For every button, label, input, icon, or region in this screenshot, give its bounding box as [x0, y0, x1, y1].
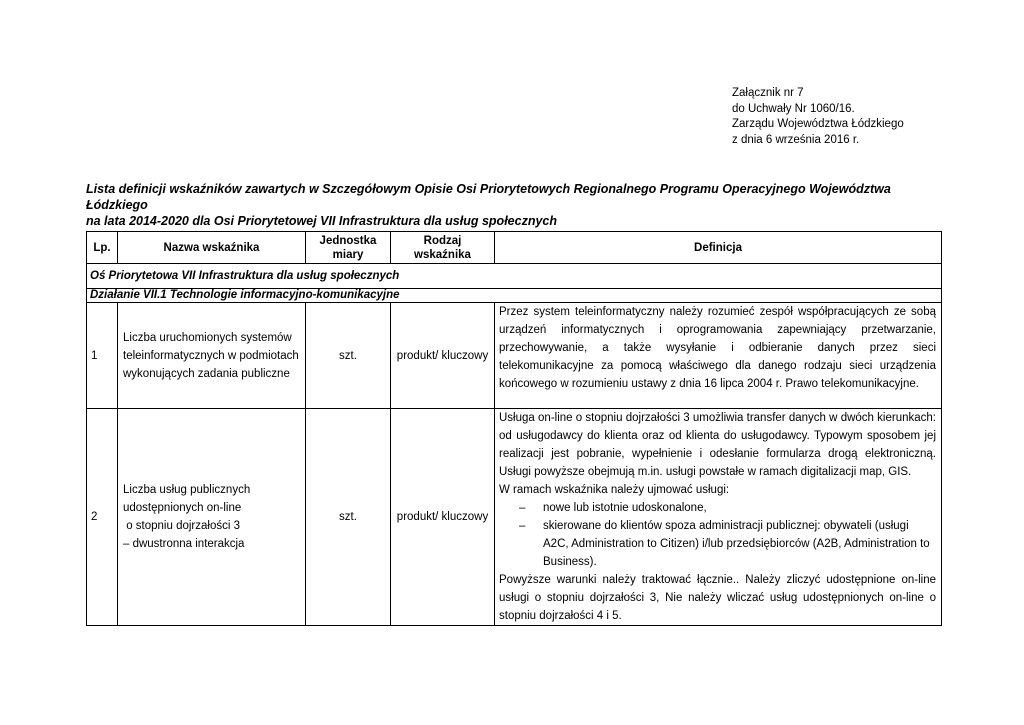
indicators-table	[86, 231, 942, 626]
document-title-line-2: na lata 2014-2020 dla Osi Priorytetowej VII Infrastruktura dla usług społecznych	[86, 214, 557, 228]
header-definition: Definicja	[495, 232, 942, 264]
document-title	[86, 181, 946, 229]
row-indicator-name-line: o stopniu dojrzałości 3	[123, 520, 240, 532]
row-indicator-name-line: udostępnionych on-line	[123, 502, 242, 514]
table-row	[87, 303, 942, 409]
annex-board: Zarządu Województwa Łódzkiego	[732, 118, 904, 130]
definition-list	[499, 499, 936, 571]
row-indicator-name: Liczba uruchomionych systemów teleinformatycznych w podmiotach wykonujących zadania publiczne	[118, 303, 306, 409]
row-indicator-name-line: Liczba usług publicznych	[123, 484, 251, 496]
axis-row	[87, 264, 942, 289]
annex-reference	[732, 86, 904, 148]
definition-intro: Usługa on-line o stopniu dojrzałości 3 umożliwia transfer danych w dwóch kierunkach: od usługodawcy do klienta oraz od klienta do usługodawcy. Typowym sposobem jej realizacji jest pobranie, wypełnienie i odesłanie formularza drogą elektroniczną. Usługi powyższe obejmują m.in. usługi powstałe w ramach digitalizacji map, GIS.	[499, 412, 936, 478]
row-lp: 1	[87, 303, 118, 409]
table-row	[87, 409, 942, 626]
row-indicator-name	[118, 409, 306, 626]
annex-resolution: do Uchwały Nr 1060/16.	[732, 102, 855, 115]
header-lp: Lp.	[87, 232, 118, 264]
action-label: Działanie VII.1 Technologie informacyjno-komunikacyjne	[87, 289, 942, 303]
row-lp: 2	[87, 409, 118, 626]
header-name: Nazwa wskaźnika	[118, 232, 306, 264]
row-type: produkt/ kluczowy	[391, 303, 495, 409]
document-title-line-1: Lista definicji wskaźników zawartych w Szczegółowym Opisie Osi Priorytetowych Regionalnego Programu Operacyjnego Województwa Łódzkiego	[86, 182, 891, 212]
axis-label: Oś Priorytetowa VII Infrastruktura dla usług społecznych	[87, 264, 942, 289]
header-type: Rodzaj wskaźnika	[391, 232, 495, 264]
definition-outro: Powyższe warunki należy traktować łącznie.. Należy zliczyć udostępnione on-line usługi o stopniu dojrzałości 3, Nie należy wliczać usług udostępnionych on-line o stopniu dojrzałości 4 i 5.	[499, 574, 936, 622]
definition-list-item: – skierowane do klientów spoza administracji publicznej: obywateli (usługi A2C, Administration to Citizen) i/lub przedsiębiorców (A2B, Administration to Business).	[499, 517, 936, 571]
definition-list-item: – nowe lub istotnie udoskonalone,	[499, 499, 936, 517]
action-row	[87, 289, 942, 303]
row-type: produkt/ kluczowy	[391, 409, 495, 626]
row-definition: Przez system teleinformatyczny należy rozumieć zespół współpracujących ze sobą urządzeń informatycznych i oprogramowania zapewniający przetwarzanie, przechowywanie, a także wysyłanie i odbieranie danych przez sieci telekomunikacyjne za pomocą właściwego dla danego rodzaju sieci urządzenia końcowego w rozumieniu ustawy z dnia 16 lipca 2004 r. Prawo telekomunikacyjne.	[495, 303, 942, 409]
row-indicator-name-line: – dwustronna interakcja	[123, 538, 245, 550]
annex-date: z dnia 6 września 2016 r.	[732, 133, 860, 146]
row-unit: szt.	[306, 303, 391, 409]
header-unit: Jednostka miary	[306, 232, 391, 264]
row-unit: szt.	[306, 409, 391, 626]
table-header-row	[87, 232, 942, 264]
definition-lead: W ramach wskaźnika należy ujmować usługi:	[499, 484, 730, 496]
row-definition	[495, 409, 942, 626]
annex-number: Załącznik nr 7	[732, 87, 804, 99]
